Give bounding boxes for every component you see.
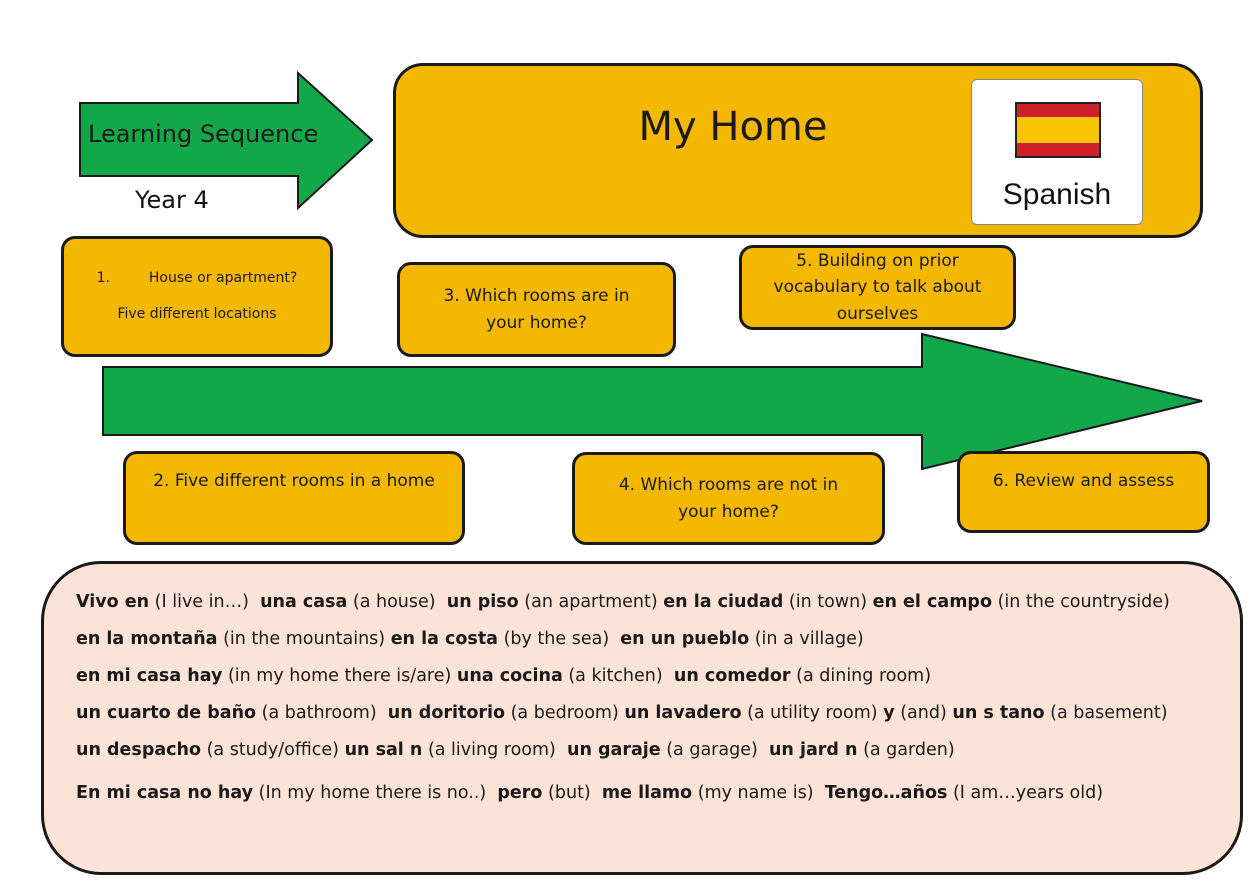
vocab-spanish-term: En mi casa no hay bbox=[76, 783, 254, 803]
vocab-spanish-term: en la ciudad bbox=[663, 592, 784, 612]
learning-sequence-label: Learning Sequence bbox=[88, 120, 319, 148]
vocab-english-gloss: (in a village) bbox=[754, 629, 864, 649]
vocab-spanish-term: en un pueblo bbox=[620, 629, 750, 649]
language-card bbox=[971, 79, 1143, 225]
step-1-number: 1. bbox=[96, 269, 110, 286]
vocab-english-gloss: (a basement) bbox=[1050, 703, 1168, 723]
vocab-line-4 bbox=[76, 705, 1240, 742]
step-1-label: House or apartment? bbox=[148, 269, 298, 286]
vocab-spanish-term: en la montaña bbox=[76, 629, 218, 649]
vocab-spanish-term: en mi casa hay bbox=[76, 666, 223, 686]
step-1-sub: Five different locations bbox=[117, 305, 277, 322]
vocab-spanish-term: un s tano bbox=[952, 703, 1045, 723]
step-1-box bbox=[61, 236, 333, 357]
step-6-label: 6. Review and assess bbox=[992, 471, 1175, 491]
vocab-english-gloss: (in the mountains) bbox=[223, 629, 386, 649]
step-5-box bbox=[739, 245, 1016, 330]
vocab-spanish-term: un sal n bbox=[344, 740, 423, 760]
vocab-english-gloss: (a study/office) bbox=[206, 740, 339, 760]
step-3-label: 3. Which rooms are in your home? bbox=[443, 286, 630, 333]
vocab-spanish-term: me llamo bbox=[601, 783, 693, 803]
title-banner bbox=[393, 63, 1203, 238]
vocab-spanish-term: en la costa bbox=[390, 629, 498, 649]
vocab-english-gloss: (a kitchen) bbox=[568, 666, 663, 686]
vocab-spanish-term: una casa bbox=[260, 592, 348, 612]
vocab-spanish-term: un doritorio bbox=[387, 703, 506, 723]
vocab-spanish-term: Vivo en bbox=[76, 592, 150, 612]
vocab-spanish-term: en el campo bbox=[872, 592, 992, 612]
vocab-spanish-term: Tengo…años bbox=[824, 783, 948, 803]
vocab-spanish-term: un piso bbox=[446, 592, 519, 612]
step-4-label: 4. Which rooms are not in your home? bbox=[618, 475, 839, 522]
vocab-spanish-term: pero bbox=[497, 783, 543, 803]
vocab-line-2 bbox=[76, 631, 1240, 668]
vocab-english-gloss: (in town) bbox=[788, 592, 868, 612]
vocab-line-3 bbox=[76, 668, 1240, 705]
page-title: My Home bbox=[638, 104, 828, 150]
vocab-spanish-term: y bbox=[883, 703, 895, 723]
step-3-box bbox=[397, 262, 676, 357]
vocab-english-gloss: (a utility room) bbox=[747, 703, 878, 723]
vocab-english-gloss: (and) bbox=[900, 703, 947, 723]
vocab-english-gloss: (a house) bbox=[352, 592, 436, 612]
step-6-box bbox=[957, 451, 1210, 533]
vocab-line-6 bbox=[76, 785, 1240, 822]
step-2-label: 2. Five different rooms in a home bbox=[153, 471, 435, 491]
vocab-line-1 bbox=[76, 594, 1240, 631]
vocab-spanish-term: un cuarto de baño bbox=[76, 703, 257, 723]
vocab-english-gloss: (I live in…) bbox=[154, 592, 249, 612]
vocab-english-gloss: (but) bbox=[548, 783, 591, 803]
vocab-spanish-term: una cocina bbox=[456, 666, 563, 686]
vocab-english-gloss: (my name is) bbox=[697, 783, 814, 803]
vocab-spanish-term: un garaje bbox=[567, 740, 661, 760]
vocab-english-gloss: (I am…years old) bbox=[952, 783, 1104, 803]
vocab-english-gloss: (a garden) bbox=[863, 740, 955, 760]
step-1-title bbox=[97, 268, 298, 290]
vocab-spanish-term: un jard n bbox=[768, 740, 858, 760]
vocab-english-gloss: (a garage) bbox=[666, 740, 758, 760]
vocab-english-gloss: (by the sea) bbox=[503, 629, 610, 649]
vocab-english-gloss: (a bedroom) bbox=[510, 703, 619, 723]
vocab-english-gloss: (in my home there is/are) bbox=[227, 666, 452, 686]
step-5-label: 5. Building on prior vocabulary to talk about ourselves bbox=[773, 250, 982, 324]
vocab-spanish-term: un lavadero bbox=[624, 703, 742, 723]
vocab-english-gloss: (a bathroom) bbox=[261, 703, 377, 723]
vocab-english-gloss: (in the countryside) bbox=[997, 592, 1170, 612]
step-2-box bbox=[123, 451, 465, 545]
vocab-english-gloss: (In my home there is no..) bbox=[258, 783, 487, 803]
vocab-english-gloss: (a living room) bbox=[427, 740, 556, 760]
vocab-line-5 bbox=[76, 742, 1240, 779]
vocab-english-gloss: (a dining room) bbox=[796, 666, 932, 686]
vocab-spanish-term: un despacho bbox=[76, 740, 202, 760]
vocab-english-gloss: (an apartment) bbox=[524, 592, 658, 612]
step-4-box bbox=[572, 452, 885, 545]
vocab-spanish-term: un comedor bbox=[673, 666, 791, 686]
vocabulary-panel bbox=[41, 561, 1243, 875]
year-label: Year 4 bbox=[135, 186, 209, 214]
language-label: Spanish bbox=[1002, 178, 1112, 211]
spain-flag-icon bbox=[1015, 102, 1101, 158]
